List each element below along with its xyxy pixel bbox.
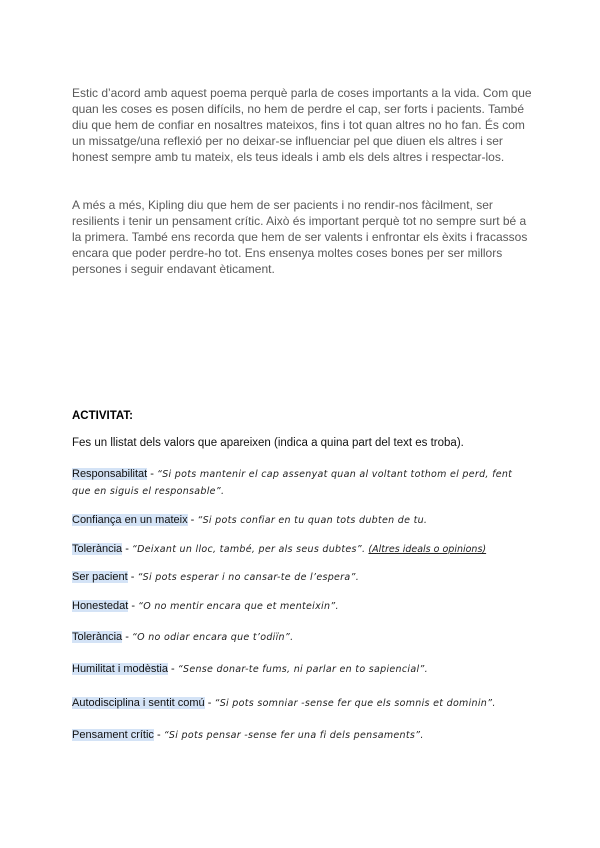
- value-quote: “Sense donar-te fums, ni parlar en to sapiencial”.: [177, 664, 428, 675]
- essay-paragraph-2: A més a més, Kipling diu que hem de ser pacients i no rendir-nos fàcilment, ser resilients i tenir un pensament crític. Això és important perquè tot no sempre surt bé a la primera. També ens recorda que hem de ser valents i enfrontar els èxits i fracassos encara que poder perdre-ho tot. Ens ensenya moltes coses bones per ser millors persones i seguir endavant èticament.: [72, 198, 528, 276]
- value-quote: “Si pots somniar -sense fer que els somnis et dominin”.: [214, 698, 496, 709]
- value-label: Responsabilitat: [72, 468, 148, 480]
- activity-instruction: Fes un llistat dels valors que apareixen (indica a quina part del text es troba).: [72, 437, 464, 449]
- value-item-ser-pacient: [72, 569, 532, 586]
- separator: -: [122, 631, 132, 643]
- value-item-honestedat: [72, 598, 532, 615]
- value-note: (Altres ideals o opinions): [368, 544, 487, 555]
- value-label: Honestedat: [72, 600, 129, 612]
- value-item-tolerancia-1: [72, 541, 532, 558]
- separator: -: [128, 600, 139, 612]
- value-label: Humilitat i modèstia: [72, 663, 168, 675]
- value-label: Autodisciplina i sentit comú: [72, 697, 205, 709]
- value-quote: “Si pots esperar i no cansar-te de l’espera”.: [137, 572, 360, 583]
- separator: -: [127, 571, 138, 583]
- separator: -: [153, 729, 164, 741]
- value-label: Tolerància: [72, 543, 123, 555]
- value-quote: “O no mentir encara que et menteixin”.: [138, 601, 339, 612]
- separator: -: [204, 697, 215, 709]
- value-item-responsabilitat: [72, 466, 532, 500]
- separator: -: [147, 468, 157, 480]
- essay-paragraph-1: Estic d’acord amb aquest poema perquè parla de coses importants a la vida. Com que quan les coses es posen difícils, no hem de perdre el cap, ser forts i pacients. També diu que hem de confiar en nosaltres mateixos, fins i tot quan altres no ho fan. És com un missatge/una reflexió per no deixar-se influenciar pel que diuen els altres i ser honest sempre amb tu mateix, els teus ideals i amb els dels altres i respectar-los.: [72, 86, 532, 164]
- activity-heading: ACTIVITAT:: [72, 410, 133, 422]
- value-quote: “Si pots pensar -sense fer una fi dels pensaments”.: [163, 730, 424, 741]
- separator: -: [167, 663, 178, 675]
- value-quote: “Si pots confiar en tu quan tots dubten de tu.: [197, 515, 428, 526]
- value-quote: “Deixant un lloc, també, per als seus dubtes”.: [131, 544, 366, 555]
- separator: -: [187, 514, 198, 526]
- value-label: Tolerància: [72, 631, 123, 643]
- separator: -: [122, 543, 132, 555]
- value-item-pensament-critic: [72, 727, 532, 744]
- value-item-confianca: [72, 512, 532, 529]
- value-item-humilitat: [72, 661, 532, 678]
- value-label: Confiança en un mateix: [72, 514, 188, 526]
- value-item-tolerancia-2: [72, 629, 532, 646]
- value-label: Ser pacient: [72, 571, 128, 583]
- value-quote: “O no odiar encara que t’odiïn”.: [131, 632, 294, 643]
- value-item-autodisciplina: [72, 695, 532, 712]
- value-label: Pensament crític: [72, 729, 154, 741]
- value-quote: “Si pots mantenir el cap assenyat quan al voltant tothom el perd, fent que en siguis el responsable”.: [72, 469, 513, 497]
